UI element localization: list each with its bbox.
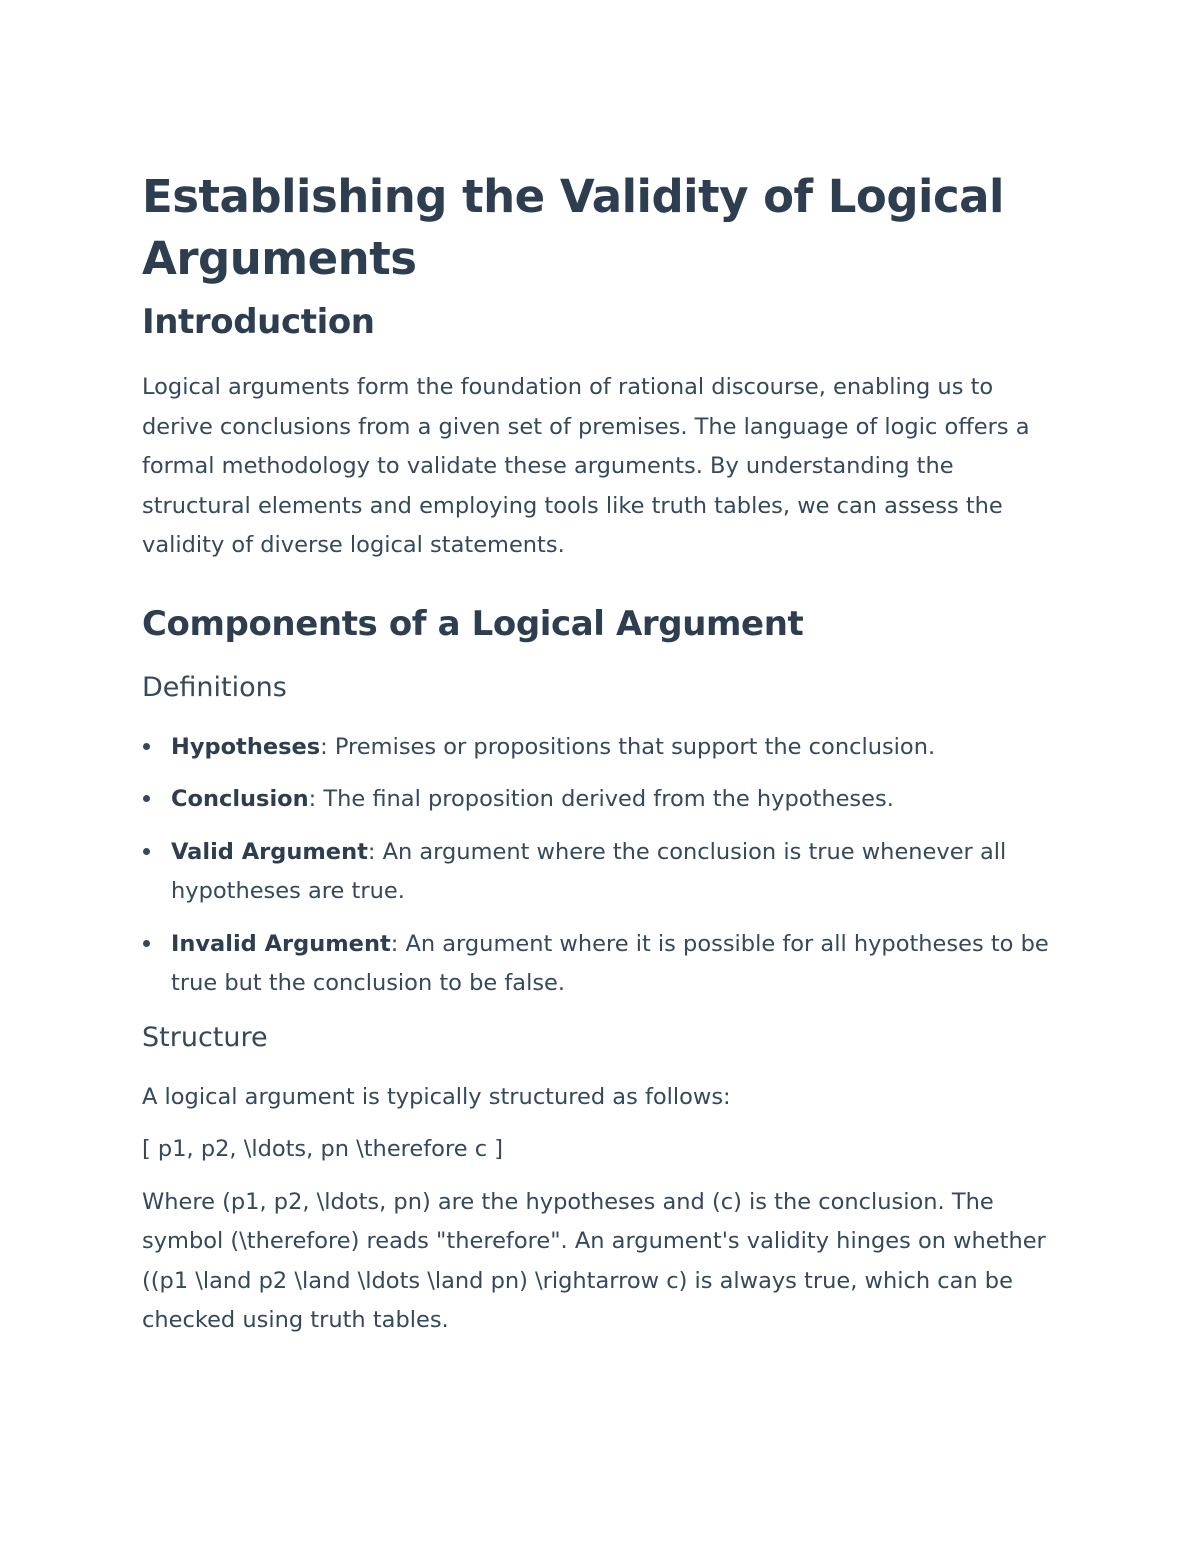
introduction-heading: Introduction xyxy=(142,302,375,342)
page-title: Establishing the Validity of Logical Arguments xyxy=(142,170,1004,285)
structure-heading: Structure xyxy=(142,1021,268,1053)
list-item xyxy=(142,925,1062,1004)
components-heading: Components of a Logical Argument xyxy=(142,603,804,644)
list-item xyxy=(142,833,1062,912)
definition-term: Valid Argument xyxy=(171,838,368,865)
structure-explanation: Where (p1, p2, \ldots, pn) are the hypotheses and (c) is the conclusion. The symbol (\therefore) reads "therefore". An argument's validity hinges on whether ((p1 \land p2 \land \ldots \land pn) \rightarrow c) is always true, which can be checked using truth tables. xyxy=(142,1188,1046,1333)
list-item xyxy=(142,780,1062,820)
definition-text: : Premises or propositions that support the conclusion. xyxy=(320,733,936,760)
bullet-icon xyxy=(143,848,150,855)
definition-text: : An argument where it is possible for all hypotheses to be true but the conclusion to be false. xyxy=(171,930,1049,996)
introduction-paragraph: Logical arguments form the foundation of rational discourse, enabling us to derive conclusions from a given set of premises. The language of logic offers a formal methodology to validate these arguments. By understanding the structural elements and employing tools like truth tables, we can assess the validity of diverse logical statements. xyxy=(142,374,1030,558)
definitions-heading: Definitions xyxy=(142,671,287,703)
bullet-icon xyxy=(143,743,150,750)
structure-formula: [ p1, p2, \ldots, pn \therefore c ] xyxy=(142,1136,503,1162)
definition-term: Conclusion xyxy=(171,786,309,812)
bullet-icon xyxy=(143,795,150,802)
document-page xyxy=(142,166,1062,1341)
definition-term: Hypotheses xyxy=(171,733,321,760)
definition-text: : An argument where the conclusion is true whenever all hypotheses are true. xyxy=(171,838,1007,904)
definition-text: : The final proposition derived from the hypotheses. xyxy=(308,786,894,812)
structure-intro: A logical argument is typically structured as follows: xyxy=(142,1083,731,1110)
definition-term: Invalid Argument xyxy=(171,930,391,957)
bullet-icon xyxy=(143,940,150,947)
list-item xyxy=(142,728,1062,768)
definitions-list xyxy=(142,728,1062,1004)
